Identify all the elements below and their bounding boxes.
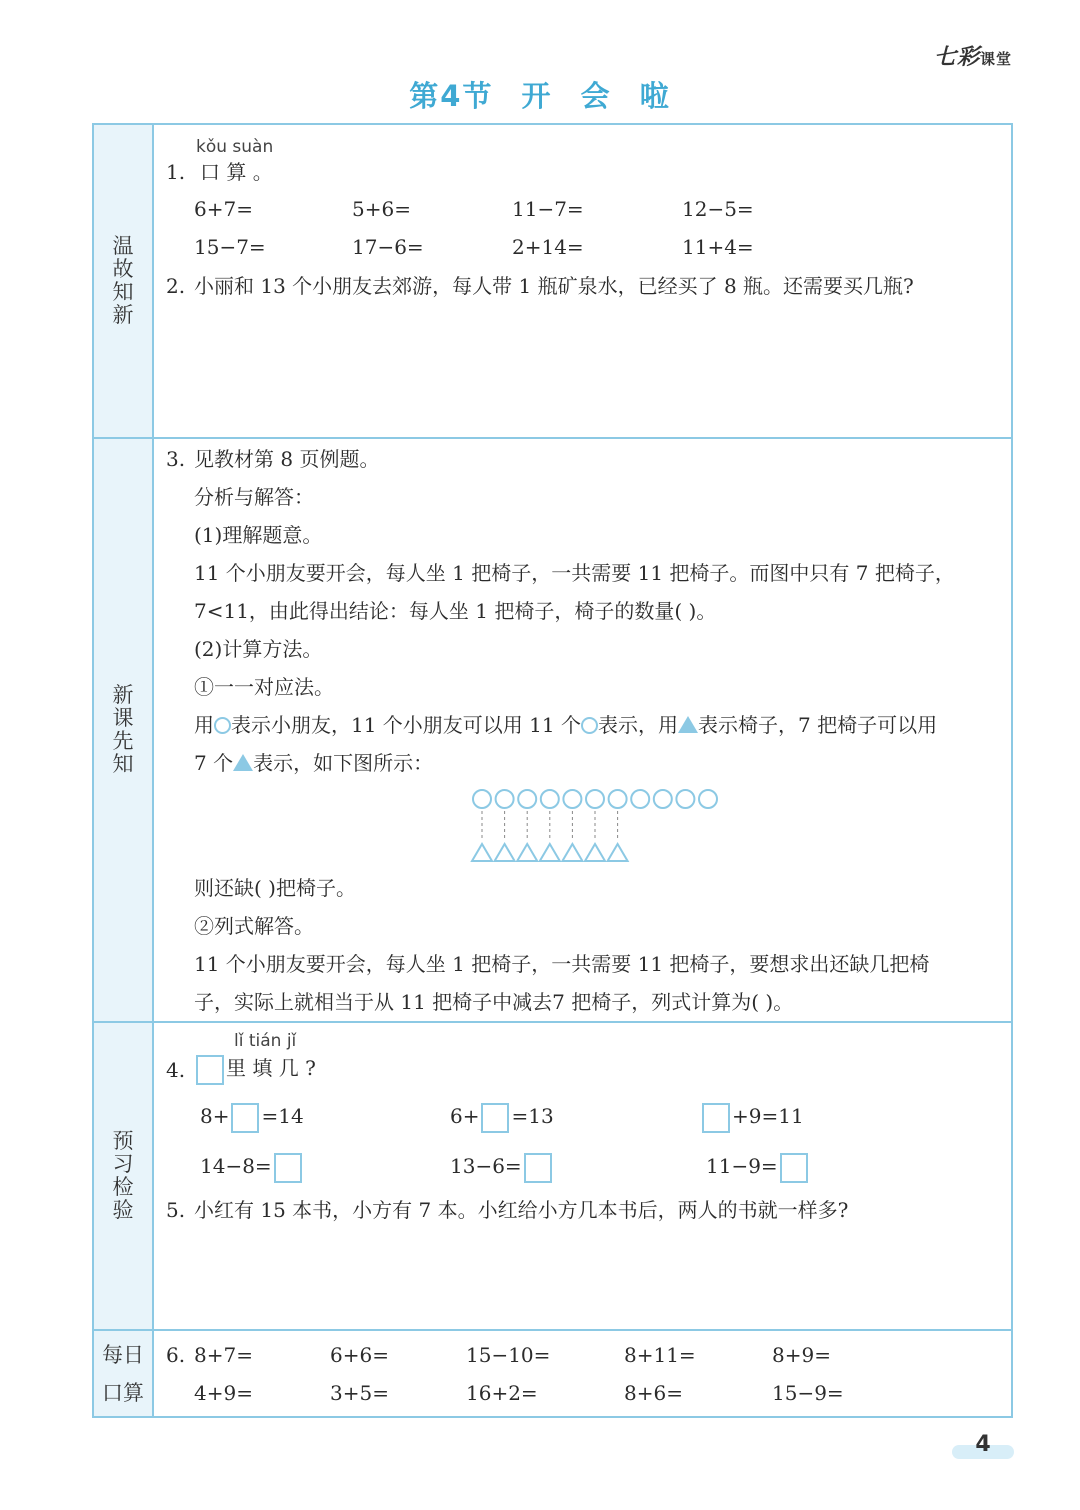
answer-box[interactable] <box>231 1103 259 1133</box>
q3-para1-line2: 7<11，由此得出结论：每人坐 1 把椅子，椅子的数量( )。 <box>194 599 717 623</box>
q3-number: 3. <box>166 447 186 471</box>
side-label-daily-calc <box>94 1331 154 1416</box>
q4-item-f <box>706 1149 810 1183</box>
q3-para2-f: 表示，如下图所示： <box>253 751 434 775</box>
circle-icon <box>214 717 231 734</box>
side-label-preview <box>94 1023 154 1329</box>
q4-title-line <box>194 1051 316 1085</box>
triangle-icon <box>678 716 698 733</box>
answer-box[interactable] <box>702 1103 730 1133</box>
q4-item-c <box>700 1099 804 1133</box>
child-circle <box>654 790 672 808</box>
answer-box-icon <box>196 1055 224 1085</box>
q6-item: 15−10= <box>466 1343 551 1367</box>
q1-item: 12−5= <box>682 197 754 221</box>
q6-item: 3+5= <box>330 1381 389 1405</box>
q4-item-e <box>450 1149 554 1183</box>
q3-para2-line2 <box>194 753 433 773</box>
child-circle <box>586 790 604 808</box>
side-label-review <box>94 125 154 437</box>
q4-title: 里 填 几 ? <box>226 1056 316 1080</box>
side-label-daily-calc-line1: 每日 <box>102 1342 144 1367</box>
one-to-one-correspondence-figure <box>470 787 730 863</box>
section-divider <box>94 437 1011 439</box>
answer-box[interactable] <box>274 1153 302 1183</box>
q4-f-left: 11−9= <box>706 1154 778 1178</box>
q1-item: 2+14= <box>512 235 584 259</box>
q3-analysis: 分析与解答： <box>194 485 314 509</box>
q6-item: 8+9= <box>772 1343 831 1367</box>
answer-box[interactable] <box>481 1103 509 1133</box>
chair-triangle <box>608 844 628 861</box>
q3-para3-line1: 11 个小朋友要开会，每人坐 1 把椅子，一共需要 11 把椅子，要想求出还缺几把椅 <box>194 952 930 976</box>
q1-item: 5+6= <box>352 197 411 221</box>
q4-pinyin: lǐ tián jǐ <box>234 1031 297 1051</box>
q3-method1: ①一一对应法。 <box>194 675 334 699</box>
q6-item: 8+11= <box>624 1343 696 1367</box>
q6-item: 4+9= <box>194 1381 253 1405</box>
q1-item: 11+4= <box>682 235 754 259</box>
q3-step2: (2)计算方法。 <box>194 637 323 661</box>
answer-box[interactable] <box>524 1153 552 1183</box>
q1-item: 6+7= <box>194 197 253 221</box>
q6-item: 15−9= <box>772 1381 844 1405</box>
child-circle <box>496 790 514 808</box>
q3-step1: (1)理解题意。 <box>194 523 323 547</box>
q3-method2: ②列式解答。 <box>194 914 314 938</box>
side-label-preview-text: 预习检验 <box>112 1129 134 1222</box>
child-circle <box>563 790 581 808</box>
section-title: 第4节 开 会 啦 <box>409 79 671 113</box>
q4-item-b <box>450 1099 554 1133</box>
child-circle <box>699 790 717 808</box>
q3-para2-e: 7 个 <box>194 751 234 775</box>
brand-main: 七彩 <box>933 45 980 70</box>
section-divider <box>94 1021 1011 1023</box>
q3-para3-line2: 子，实际上就相当于从 11 把椅子中减去7 把椅子，列式计算为( )。 <box>194 990 794 1014</box>
child-circle <box>518 790 536 808</box>
child-circle <box>609 790 627 808</box>
q3-para2-b: 表示小朋友，11 个小朋友可以用 11 个 <box>231 713 581 737</box>
chair-triangle <box>585 844 605 861</box>
q6-item: 16+2= <box>466 1381 538 1405</box>
q1-item: 11−7= <box>512 197 584 221</box>
child-circle <box>631 790 649 808</box>
q3-para2-line1 <box>194 715 937 735</box>
side-label-daily-calc-line2: 口算 <box>102 1380 144 1405</box>
q4-a-right: =14 <box>261 1104 304 1128</box>
brand-logo <box>934 40 1012 71</box>
q5-number: 5. <box>166 1198 186 1222</box>
q6-item: 6+6= <box>330 1343 389 1367</box>
q1-title: 口 算 。 <box>200 160 273 184</box>
q2-text: 小丽和 13 个小朋友去郊游，每人带 1 瓶矿泉水，已经买了 8 瓶。还需要买几瓶? <box>194 274 914 298</box>
brand-sub: 课堂 <box>979 50 1012 68</box>
q4-c-right: +9=11 <box>732 1104 804 1128</box>
chair-triangle <box>562 844 582 861</box>
section-divider <box>94 1329 1011 1331</box>
q4-item-a <box>200 1099 304 1133</box>
child-circle <box>676 790 694 808</box>
side-label-new-lesson <box>94 439 154 1021</box>
q3-para2-a: 用 <box>194 713 214 737</box>
q4-e-left: 13−6= <box>450 1154 522 1178</box>
q1-item: 15−7= <box>194 235 266 259</box>
chair-triangle <box>472 844 492 861</box>
q3-para1-line1: 11 个小朋友要开会，每人坐 1 把椅子，一共需要 11 把椅子。而图中只有 7 把椅子， <box>194 561 955 585</box>
q4-number: 4. <box>166 1058 186 1082</box>
child-circle <box>541 790 559 808</box>
q6-item: 8+7= <box>194 1343 253 1367</box>
q1-item: 17−6= <box>352 235 424 259</box>
side-label-review-text: 温故知新 <box>112 234 134 327</box>
q4-item-d <box>200 1149 304 1183</box>
q1-number: 1. <box>166 160 186 184</box>
q6-number: 6. <box>166 1343 186 1367</box>
q3-para2-c: 表示，用 <box>597 713 678 737</box>
q2-number: 2. <box>166 274 186 298</box>
q6-item: 8+6= <box>624 1381 683 1405</box>
q4-a-left: 8+ <box>200 1104 230 1128</box>
answer-box[interactable] <box>780 1153 808 1183</box>
chair-triangle <box>540 844 560 861</box>
q1-pinyin: kǒu suàn <box>196 137 274 157</box>
q3-para2-d: 表示椅子，7 把椅子可以用 <box>697 713 938 737</box>
q4-b-left: 6+ <box>450 1104 480 1128</box>
q3-missing: 则还缺( )把椅子。 <box>194 876 356 900</box>
q4-d-left: 14−8= <box>200 1154 272 1178</box>
chair-triangle <box>517 844 537 861</box>
chair-triangle <box>495 844 515 861</box>
worksheet-frame <box>92 123 1013 1418</box>
page-number: 4 <box>975 1432 991 1457</box>
circle-icon <box>581 717 598 734</box>
triangle-icon <box>233 754 253 771</box>
q4-b-right: =13 <box>511 1104 554 1128</box>
child-circle <box>473 790 491 808</box>
side-label-new-lesson-text: 新课先知 <box>112 683 134 776</box>
q5-text: 小红有 15 本书，小方有 7 本。小红给小方几本书后，两人的书就一样多? <box>194 1198 849 1222</box>
q3-intro: 见教材第 8 页例题。 <box>194 447 380 471</box>
